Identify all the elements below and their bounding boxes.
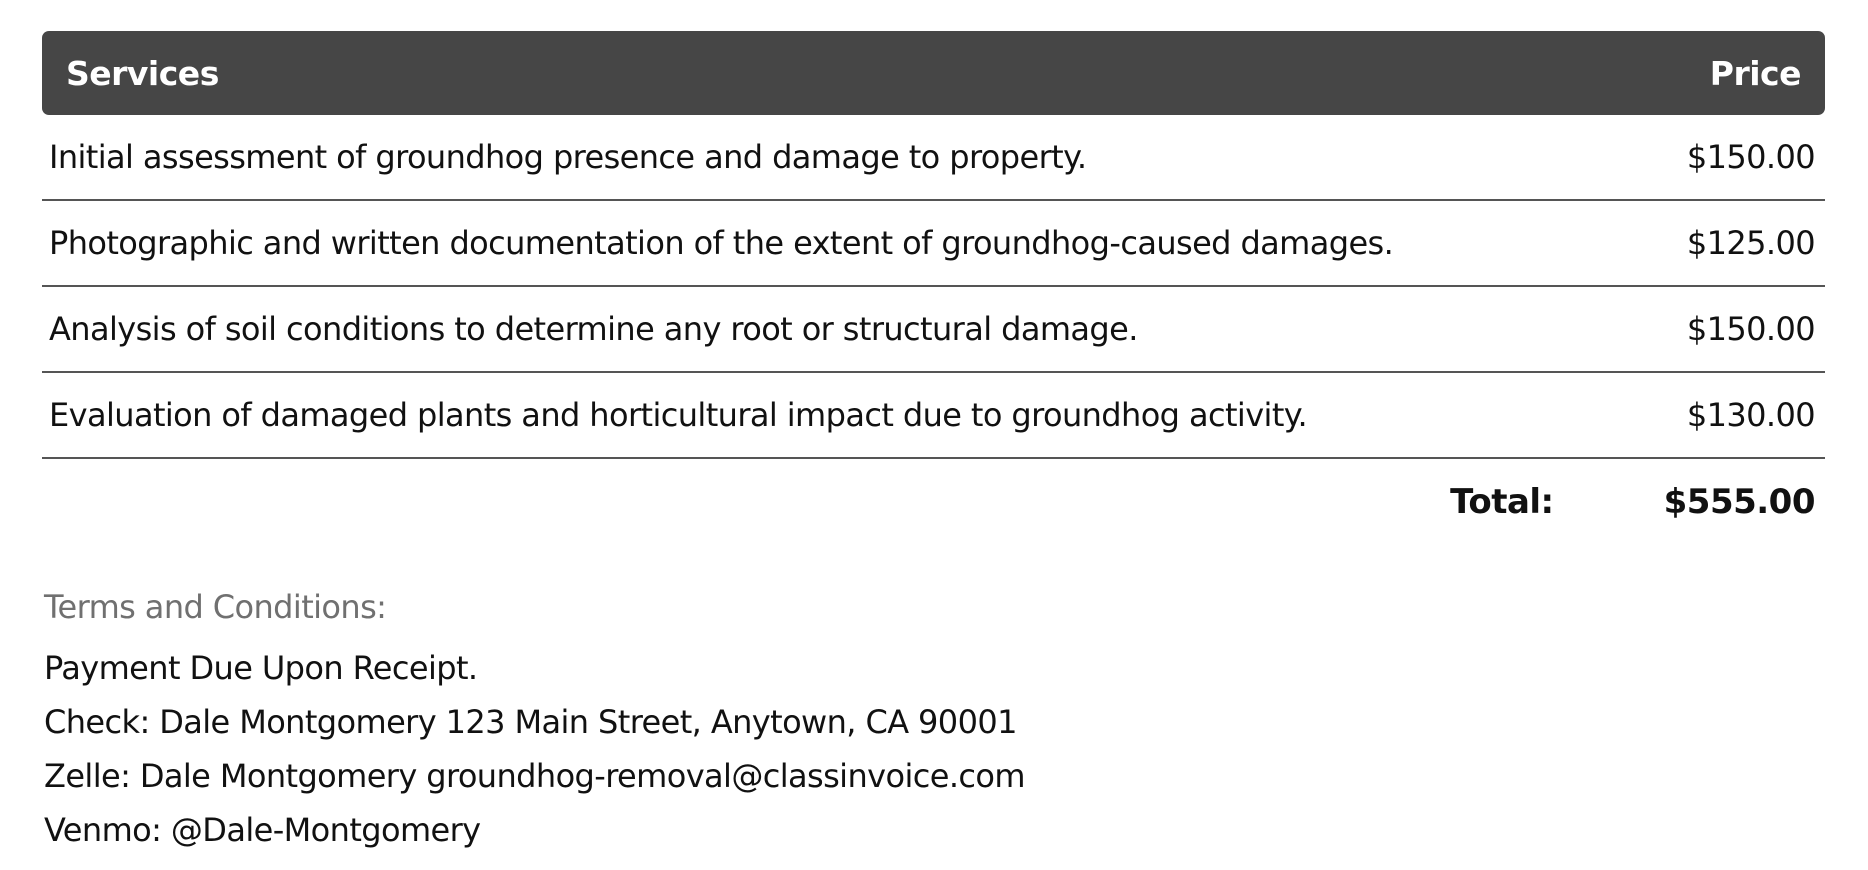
terms-line: Payment Due Upon Receipt. xyxy=(44,649,478,687)
terms-line: Zelle: Dale Montgomery groundhog-removal@classinvoice.com xyxy=(44,757,1025,795)
table-header xyxy=(42,31,1825,115)
total-value: $555.00 xyxy=(1663,482,1815,522)
service-price: $150.00 xyxy=(1686,138,1815,176)
header-price: Price xyxy=(1709,53,1801,93)
table-row xyxy=(42,115,1825,201)
services-table xyxy=(42,31,1825,545)
service-description: Photographic and written documentation of the extent of groundhog-caused damages. xyxy=(49,224,1394,262)
total-row xyxy=(42,459,1825,545)
service-price: $125.00 xyxy=(1686,224,1815,262)
service-description: Evaluation of damaged plants and horticultural impact due to groundhog activity. xyxy=(49,396,1308,434)
service-price: $150.00 xyxy=(1686,310,1815,348)
terms-title: Terms and Conditions: xyxy=(44,588,387,626)
terms-line: Check: Dale Montgomery 123 Main Street, Anytown, CA 90001 xyxy=(44,703,1017,741)
table-row xyxy=(42,201,1825,287)
terms-line: Venmo: @Dale-Montgomery xyxy=(44,811,481,849)
service-description: Initial assessment of groundhog presence and damage to property. xyxy=(49,138,1087,176)
table-row xyxy=(42,373,1825,459)
header-services: Services xyxy=(66,53,219,93)
terms-section xyxy=(44,585,1025,857)
service-description: Analysis of soil conditions to determine any root or structural damage. xyxy=(49,310,1138,348)
table-row xyxy=(42,287,1825,373)
service-price: $130.00 xyxy=(1686,396,1815,434)
total-label: Total: xyxy=(1450,482,1554,522)
